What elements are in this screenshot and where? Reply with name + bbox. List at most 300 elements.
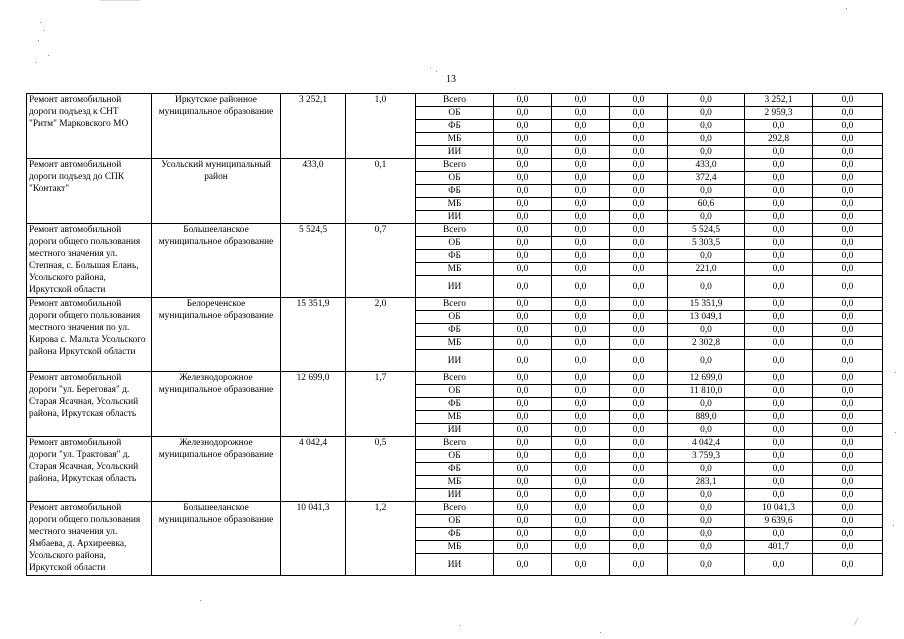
project-name-line: дороги общего пользования — [29, 237, 141, 247]
value-cell: 0,0 — [813, 324, 883, 337]
length-cell: 2,0 — [346, 298, 416, 372]
value-cell: 0,0 — [552, 198, 610, 211]
project-name-line: "Ритм" Марковского МО — [29, 119, 129, 129]
municipality-line: район — [204, 172, 228, 182]
value-cell: 0,0 — [610, 350, 668, 372]
project-name-cell — [27, 437, 152, 502]
value-cell: 0,0 — [813, 385, 883, 398]
value-cell: 0,0 — [745, 337, 813, 350]
value-cell: 0,0 — [745, 476, 813, 489]
value-cell: 0,0 — [494, 350, 552, 372]
value-cell: 3 759,3 — [668, 450, 745, 463]
funding-source-cell: ОБ — [416, 311, 494, 324]
funding-source-cell: ОБ — [416, 450, 494, 463]
length-cell: 0,7 — [346, 224, 416, 298]
value-cell: 0,0 — [494, 515, 552, 528]
value-cell: 0,0 — [610, 463, 668, 476]
value-cell: 0,0 — [668, 424, 745, 437]
value-cell: 0,0 — [668, 463, 745, 476]
project-name-cell — [27, 298, 152, 372]
value-cell: 0,0 — [813, 133, 883, 146]
value-cell: 0,0 — [745, 159, 813, 172]
length-cell: 1,2 — [346, 502, 416, 576]
value-cell: 0,0 — [668, 515, 745, 528]
value-cell: 0,0 — [610, 224, 668, 237]
value-cell: 0,0 — [610, 502, 668, 515]
value-cell: 0,0 — [745, 120, 813, 133]
funding-source-cell: МБ — [416, 411, 494, 424]
project-name-line: местного значения ул. — [29, 527, 118, 537]
funding-source-cell: ФБ — [416, 324, 494, 337]
value-cell: 0,0 — [745, 172, 813, 185]
project-name-cell — [27, 224, 152, 298]
value-cell: 60,6 — [668, 198, 745, 211]
value-cell: 0,0 — [494, 489, 552, 502]
value-cell: 0,0 — [610, 476, 668, 489]
value-cell: 0,0 — [745, 185, 813, 198]
value-cell: 12 699,0 — [668, 372, 745, 385]
funding-source-cell: ИИ — [416, 211, 494, 224]
value-cell: 0,0 — [745, 528, 813, 541]
value-cell: 0,0 — [745, 398, 813, 411]
value-cell: 0,0 — [813, 424, 883, 437]
value-cell: 0,0 — [494, 298, 552, 311]
funding-source-cell: ИИ — [416, 554, 494, 576]
funding-source-cell: ИИ — [416, 424, 494, 437]
value-cell: 0,0 — [552, 263, 610, 276]
value-cell: 0,0 — [494, 311, 552, 324]
value-cell: 0,0 — [745, 276, 813, 298]
value-cell: 0,0 — [745, 324, 813, 337]
length-cell: 1,7 — [346, 372, 416, 437]
funding-source-cell: МБ — [416, 541, 494, 554]
project-name-line: Старая Ясачная, Усольский — [29, 397, 139, 407]
value-cell: 0,0 — [813, 411, 883, 424]
value-cell: 0,0 — [494, 237, 552, 250]
value-cell: 0,0 — [813, 463, 883, 476]
funding-table — [26, 93, 883, 576]
value-cell: 0,0 — [610, 120, 668, 133]
value-cell: 0,0 — [552, 350, 610, 372]
municipality-line: муниципальное образование — [158, 450, 274, 460]
value-cell: 889,0 — [668, 411, 745, 424]
project-name-line: Ремонт автомобильной — [29, 95, 122, 105]
value-cell: 0,0 — [494, 159, 552, 172]
value-cell: 0,0 — [494, 133, 552, 146]
municipality-line: муниципальное образование — [158, 515, 274, 525]
value-cell: 0,0 — [745, 463, 813, 476]
value-cell: 0,0 — [610, 94, 668, 107]
project-name-cell — [27, 159, 152, 224]
value-cell: 0,0 — [745, 372, 813, 385]
value-cell: 0,0 — [745, 211, 813, 224]
value-cell: 0,0 — [610, 372, 668, 385]
project-name-line: Степная, с. Большая Елань, — [29, 261, 139, 271]
value-cell: 0,0 — [494, 337, 552, 350]
value-cell: 0,0 — [552, 107, 610, 120]
value-cell: 0,0 — [552, 541, 610, 554]
project-name-line: местного значения ул. — [29, 249, 118, 259]
value-cell: 0,0 — [745, 298, 813, 311]
funding-source-cell: МБ — [416, 198, 494, 211]
funding-source-cell: ФБ — [416, 250, 494, 263]
value-cell: 0,0 — [494, 198, 552, 211]
value-cell: 0,0 — [494, 541, 552, 554]
value-cell: 0,0 — [813, 172, 883, 185]
cost-cell: 433,0 — [281, 159, 346, 224]
value-cell: 0,0 — [668, 398, 745, 411]
value-cell: 5 524,5 — [668, 224, 745, 237]
funding-source-cell: ФБ — [416, 398, 494, 411]
value-cell: 0,0 — [745, 554, 813, 576]
value-cell: 0,0 — [813, 528, 883, 541]
table-row — [27, 159, 883, 172]
value-cell: 0,0 — [813, 211, 883, 224]
project-name-line: дороги общего пользования — [29, 311, 141, 321]
value-cell: 0,0 — [813, 146, 883, 159]
value-cell: 0,0 — [494, 120, 552, 133]
value-cell: 2 302,8 — [668, 337, 745, 350]
value-cell: 0,0 — [552, 463, 610, 476]
value-cell: 0,0 — [494, 476, 552, 489]
value-cell: 0,0 — [745, 424, 813, 437]
project-name-line: Кирова с. Мальта Усольского — [29, 335, 146, 345]
value-cell: 10 041,3 — [745, 502, 813, 515]
value-cell: 0,0 — [494, 250, 552, 263]
funding-source-cell: МБ — [416, 337, 494, 350]
value-cell: 0,0 — [552, 120, 610, 133]
value-cell: 283,1 — [668, 476, 745, 489]
value-cell: 0,0 — [494, 372, 552, 385]
value-cell: 0,0 — [552, 502, 610, 515]
value-cell: 0,0 — [668, 185, 745, 198]
funding-source-cell: Всего — [416, 224, 494, 237]
value-cell: 0,0 — [610, 263, 668, 276]
value-cell: 0,0 — [552, 276, 610, 298]
funding-source-cell: Всего — [416, 159, 494, 172]
value-cell: 0,0 — [552, 424, 610, 437]
municipality-line: Иркутское районное — [175, 95, 257, 105]
municipality-line: Белореченское — [186, 299, 246, 309]
value-cell: 0,0 — [745, 146, 813, 159]
value-cell: 0,0 — [552, 185, 610, 198]
funding-source-cell: Всего — [416, 94, 494, 107]
value-cell: 0,0 — [813, 224, 883, 237]
length-cell: 0,5 — [346, 437, 416, 502]
value-cell: 0,0 — [813, 159, 883, 172]
project-name-line: Ремонт автомобильной — [29, 373, 122, 383]
value-cell: 0,0 — [552, 324, 610, 337]
value-cell: 0,0 — [610, 276, 668, 298]
project-name-line: дороги подъезд до СПК — [29, 172, 125, 182]
value-cell: 372,4 — [668, 172, 745, 185]
value-cell: 0,0 — [494, 172, 552, 185]
value-cell: 0,0 — [813, 185, 883, 198]
value-cell: 0,0 — [552, 489, 610, 502]
length-cell: 0,1 — [346, 159, 416, 224]
value-cell: 0,0 — [552, 133, 610, 146]
value-cell: 0,0 — [610, 385, 668, 398]
municipality-cell — [152, 159, 281, 224]
cost-cell: 15 351,9 — [281, 298, 346, 372]
value-cell: 5 303,5 — [668, 237, 745, 250]
value-cell: 0,0 — [610, 159, 668, 172]
value-cell: 11 810,0 — [668, 385, 745, 398]
funding-source-cell: ИИ — [416, 276, 494, 298]
value-cell: 0,0 — [552, 528, 610, 541]
project-name-line: Ямбаева, д. Архиреевка, — [29, 539, 127, 549]
value-cell: 0,0 — [494, 107, 552, 120]
value-cell: 221,0 — [668, 263, 745, 276]
value-cell: 0,0 — [813, 489, 883, 502]
value-cell: 0,0 — [745, 263, 813, 276]
value-cell: 0,0 — [494, 502, 552, 515]
value-cell: 0,0 — [552, 311, 610, 324]
value-cell: 0,0 — [494, 450, 552, 463]
table-row — [27, 437, 883, 450]
funding-source-cell: МБ — [416, 263, 494, 276]
value-cell: 401,7 — [745, 541, 813, 554]
municipality-cell — [152, 502, 281, 576]
funding-source-cell: ФБ — [416, 120, 494, 133]
value-cell: 0,0 — [552, 372, 610, 385]
value-cell: 433,0 — [668, 159, 745, 172]
value-cell: 0,0 — [610, 211, 668, 224]
value-cell: 0,0 — [668, 146, 745, 159]
value-cell: 15 351,9 — [668, 298, 745, 311]
value-cell: 0,0 — [813, 372, 883, 385]
value-cell: 0,0 — [610, 541, 668, 554]
value-cell: 0,0 — [552, 385, 610, 398]
table-row — [27, 94, 883, 107]
municipality-cell — [152, 437, 281, 502]
value-cell: 0,0 — [552, 450, 610, 463]
funding-source-cell: Всего — [416, 437, 494, 450]
value-cell: 0,0 — [813, 502, 883, 515]
value-cell: 0,0 — [552, 437, 610, 450]
value-cell: 0,0 — [494, 385, 552, 398]
project-name-line: Ремонт автомобильной — [29, 503, 122, 513]
cost-cell: 3 252,1 — [281, 94, 346, 159]
value-cell: 0,0 — [668, 94, 745, 107]
municipality-cell — [152, 94, 281, 159]
value-cell: 0,0 — [610, 450, 668, 463]
value-cell: 0,0 — [668, 120, 745, 133]
value-cell: 0,0 — [668, 528, 745, 541]
value-cell: 0,0 — [552, 146, 610, 159]
cost-cell: 5 524,5 — [281, 224, 346, 298]
value-cell: 0,0 — [813, 311, 883, 324]
municipality-line: Большееланское — [183, 225, 249, 235]
value-cell: 0,0 — [668, 276, 745, 298]
value-cell: 0,0 — [494, 463, 552, 476]
value-cell: 0,0 — [610, 237, 668, 250]
value-cell: 9 639,6 — [745, 515, 813, 528]
funding-source-cell: МБ — [416, 133, 494, 146]
value-cell: 0,0 — [745, 237, 813, 250]
project-name-line: дороги "ул. Трактовая" д. — [29, 450, 130, 460]
project-name-cell — [27, 372, 152, 437]
value-cell: 0,0 — [552, 172, 610, 185]
funding-source-cell: ОБ — [416, 237, 494, 250]
funding-source-cell: ФБ — [416, 463, 494, 476]
value-cell: 0,0 — [610, 411, 668, 424]
cost-cell: 12 699,0 — [281, 372, 346, 437]
project-name-line: Старая Ясачная, Усольский — [29, 462, 139, 472]
value-cell: 0,0 — [813, 350, 883, 372]
project-name-line: района, Иркутская область — [29, 474, 137, 484]
value-cell: 0,0 — [610, 515, 668, 528]
funding-source-cell: ФБ — [416, 528, 494, 541]
value-cell: 0,0 — [813, 298, 883, 311]
project-name-line: Ремонт автомобильной — [29, 160, 122, 170]
table-row — [27, 372, 883, 385]
municipality-line: муниципальное образование — [158, 107, 274, 117]
value-cell: 0,0 — [610, 133, 668, 146]
value-cell: 0,0 — [745, 411, 813, 424]
value-cell: 0,0 — [813, 276, 883, 298]
value-cell: 0,0 — [610, 198, 668, 211]
value-cell: 0,0 — [610, 185, 668, 198]
value-cell: 0,0 — [668, 133, 745, 146]
value-cell: 0,0 — [552, 398, 610, 411]
value-cell: 3 252,1 — [745, 94, 813, 107]
municipality-cell — [152, 224, 281, 298]
funding-source-cell: МБ — [416, 476, 494, 489]
value-cell: 0,0 — [610, 172, 668, 185]
value-cell: 0,0 — [668, 554, 745, 576]
cost-cell: 10 041,3 — [281, 502, 346, 576]
municipality-line: Большееланское — [183, 503, 249, 513]
value-cell: 0,0 — [813, 398, 883, 411]
value-cell: 0,0 — [813, 450, 883, 463]
value-cell: 0,0 — [745, 250, 813, 263]
value-cell: 0,0 — [552, 554, 610, 576]
value-cell: 0,0 — [610, 298, 668, 311]
value-cell: 0,0 — [813, 250, 883, 263]
value-cell: 0,0 — [813, 476, 883, 489]
value-cell: 0,0 — [494, 528, 552, 541]
project-name-line: района Иркутской области — [29, 347, 136, 357]
value-cell: 0,0 — [494, 437, 552, 450]
value-cell: 0,0 — [610, 146, 668, 159]
value-cell: 0,0 — [813, 515, 883, 528]
value-cell: 0,0 — [552, 298, 610, 311]
value-cell: 0,0 — [610, 489, 668, 502]
value-cell: 0,0 — [813, 120, 883, 133]
value-cell: 0,0 — [813, 263, 883, 276]
value-cell: 0,0 — [813, 198, 883, 211]
value-cell: 0,0 — [494, 94, 552, 107]
funding-source-cell: ИИ — [416, 489, 494, 502]
value-cell: 0,0 — [552, 476, 610, 489]
table-row — [27, 298, 883, 311]
value-cell: 0,0 — [494, 224, 552, 237]
value-cell: 0,0 — [813, 94, 883, 107]
value-cell: 0,0 — [668, 107, 745, 120]
value-cell: 0,0 — [494, 324, 552, 337]
municipality-line: Железнодорожное — [179, 373, 253, 383]
value-cell: 0,0 — [494, 263, 552, 276]
value-cell: 0,0 — [552, 94, 610, 107]
value-cell: 0,0 — [610, 398, 668, 411]
value-cell: 0,0 — [610, 107, 668, 120]
value-cell: 0,0 — [745, 450, 813, 463]
funding-source-cell: ОБ — [416, 107, 494, 120]
value-cell: 0,0 — [494, 554, 552, 576]
value-cell: 0,0 — [552, 515, 610, 528]
value-cell: 0,0 — [813, 107, 883, 120]
value-cell: 0,0 — [494, 411, 552, 424]
municipality-line: муниципальное образование — [158, 237, 274, 247]
table-row — [27, 224, 883, 237]
value-cell: 0,0 — [552, 337, 610, 350]
value-cell: 0,0 — [552, 211, 610, 224]
municipality-cell — [152, 298, 281, 372]
funding-source-cell: Всего — [416, 372, 494, 385]
project-name-line: дороги общего пользования — [29, 515, 141, 525]
project-name-line: Иркутской области — [29, 285, 106, 295]
project-name-line: Иркутской области — [29, 563, 106, 573]
project-name-line: "Контакт" — [29, 184, 70, 194]
cost-cell: 4 042,4 — [281, 437, 346, 502]
value-cell: 0,0 — [813, 437, 883, 450]
value-cell: 0,0 — [745, 311, 813, 324]
value-cell: 0,0 — [668, 324, 745, 337]
project-name-line: дороги "ул. Береговая" д. — [29, 385, 130, 395]
funding-source-cell: ОБ — [416, 172, 494, 185]
project-name-line: Ремонт автомобильной — [29, 438, 122, 448]
value-cell: 0,0 — [745, 224, 813, 237]
value-cell: 0,0 — [610, 337, 668, 350]
funding-source-cell: ОБ — [416, 385, 494, 398]
value-cell: 0,0 — [610, 437, 668, 450]
value-cell: 4 042,4 — [668, 437, 745, 450]
value-cell: 0,0 — [813, 337, 883, 350]
municipality-line: муниципальное образование — [158, 385, 274, 395]
value-cell: 0,0 — [494, 424, 552, 437]
funding-source-cell: ИИ — [416, 146, 494, 159]
value-cell: 0,0 — [494, 185, 552, 198]
value-cell: 0,0 — [610, 250, 668, 263]
value-cell: 0,0 — [668, 541, 745, 554]
value-cell: 0,0 — [813, 554, 883, 576]
project-name-cell — [27, 94, 152, 159]
project-name-line: Усольского района, — [29, 273, 106, 283]
project-name-line: Усольского района, — [29, 551, 106, 561]
value-cell: 0,0 — [668, 502, 745, 515]
value-cell: 0,0 — [552, 411, 610, 424]
municipality-line: Железнодорожное — [179, 438, 253, 448]
project-name-line: местного значения по ул. — [29, 323, 130, 333]
value-cell: 13 049,1 — [668, 311, 745, 324]
municipality-line: муниципальное образование — [158, 311, 274, 321]
value-cell: 0,0 — [494, 146, 552, 159]
municipality-line: Усольский муниципальный — [161, 160, 271, 170]
value-cell: 0,0 — [745, 489, 813, 502]
value-cell: 0,0 — [668, 250, 745, 263]
value-cell: 0,0 — [745, 385, 813, 398]
value-cell: 0,0 — [745, 350, 813, 372]
page-number: 13 — [446, 74, 456, 85]
value-cell: 0,0 — [668, 211, 745, 224]
value-cell: 0,0 — [610, 324, 668, 337]
value-cell: 0,0 — [610, 554, 668, 576]
value-cell: 0,0 — [813, 237, 883, 250]
value-cell: 0,0 — [610, 424, 668, 437]
value-cell: 0,0 — [552, 250, 610, 263]
value-cell: 0,0 — [494, 276, 552, 298]
